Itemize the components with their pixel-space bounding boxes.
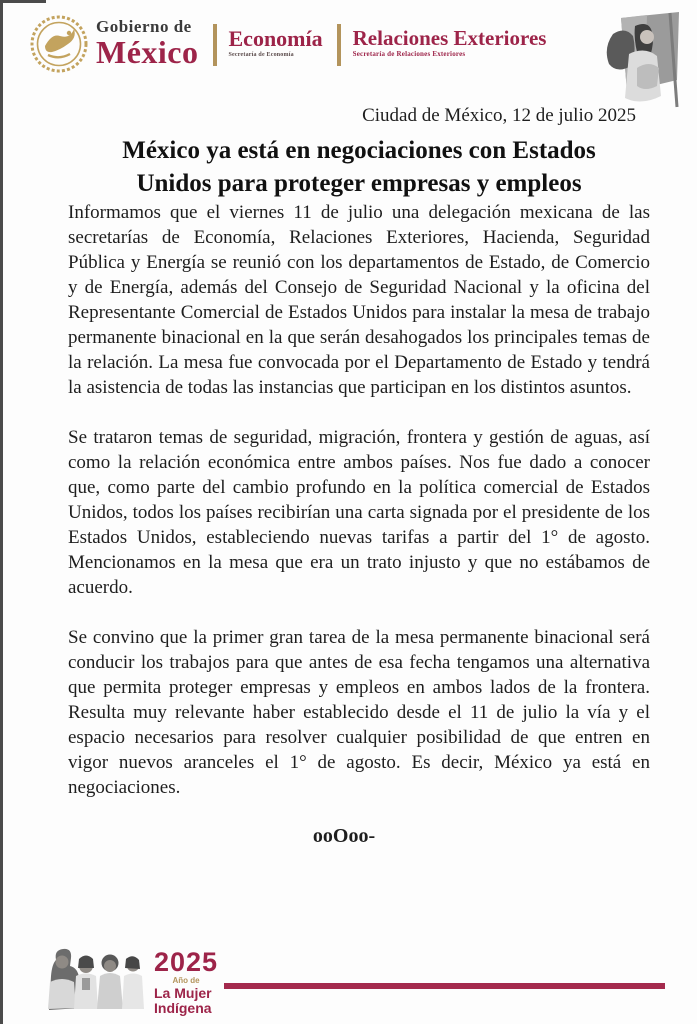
economia-subtitle: Secretaría de Economía (228, 52, 294, 58)
document-body (68, 104, 650, 848)
document-title-line2: Unidos para proteger empresas y empleos (136, 170, 582, 197)
scan-edge-top (0, 0, 46, 3)
footer-rule (224, 983, 665, 989)
indigenous-women-image (40, 946, 150, 1010)
gold-divider (337, 24, 341, 66)
paragraph-3: Se convino que la primer gran tarea de la mesa permanente binacional será conducir los trabajos para que antes de esa fecha tengamos una alternativa que permita proteger empresas y empleos en ambos lados de la frontera. Resulta muy relevante haber establecido desde el 11 de julio la vía y el espacio necesarios para resolver cualquier posibilidad de que entren en vigor nuevos aranceles el 1° de agosto. Es decir, México ya está en negociaciones. (68, 627, 650, 798)
scan-edge-left (0, 0, 3, 1024)
economia-wordmark: Economía (228, 26, 323, 51)
secretaria-economia-logo (229, 28, 323, 58)
woman-with-flag-image (587, 10, 687, 110)
relaciones-exteriores-wordmark: Relaciones Exteriores (352, 26, 547, 50)
gobierno-de-mexico-eagle-seal-icon (30, 15, 88, 73)
closing-mark: ooOoo- (312, 825, 376, 847)
relaciones-exteriores-subtitle: Secretaría de Relaciones Exteriores (352, 50, 466, 58)
gold-divider (213, 24, 217, 66)
footer-la-mujer: La Mujer (154, 985, 212, 1001)
gobierno-wordmark-line2: México (96, 34, 199, 70)
paragraph-1: Informamos que el viernes 11 de julio una delegación mexicana de las secretarías de Economía, Relaciones Exteriores, Hacienda, Seguridad Pública y Energía se reunió con los departamentos de Estado, de Comercio y de Energía, además del Consejo de Seguridad Nacional y la oficina del Representante Comercial de Estados Unidos para instalar la mesa de trabajo permanente binacional en la que serán desahogados los principales temas de la relación. La mesa fue convocada por el Departamento de Estado y tendrá la asistencia de todas las instancias que participan en los distintos asuntos. (68, 202, 650, 398)
secretaria-relaciones-exteriores-logo (353, 28, 547, 58)
gov-header (30, 10, 687, 110)
footer-indigena: Indígena (154, 1000, 212, 1016)
paragraph-2: Se trataron temas de seguridad, migración, frontera y gestión de aguas, así como la relación económica entre ambos países. Nos fue dado a conocer que, como parte del cambio profundo en la política comercial de Estados Unidos, todos los países recibirían una carta signada por el presidente de los Estados Unidos, estableciendo nuevas tarifas a partir del 1° de agosto. Mencionamos en la mesa que era un trato injusto y que no estábamos de acuerdo. (68, 427, 650, 598)
document-title (68, 134, 650, 200)
footer-ano-de: Año de (172, 976, 200, 985)
document-title-line1: México ya está en negociaciones con Estados (122, 137, 596, 164)
gobierno-de-mexico-wordmark (96, 18, 199, 68)
footer-year: 2025 (154, 947, 219, 977)
gobierno-wordmark-line1: Gobierno de (96, 17, 192, 36)
ano-mujer-indigena-logo (154, 949, 218, 1015)
campaign-footer (0, 946, 697, 1024)
dateline: Ciudad de México, 12 de julio 2025 (362, 105, 636, 126)
